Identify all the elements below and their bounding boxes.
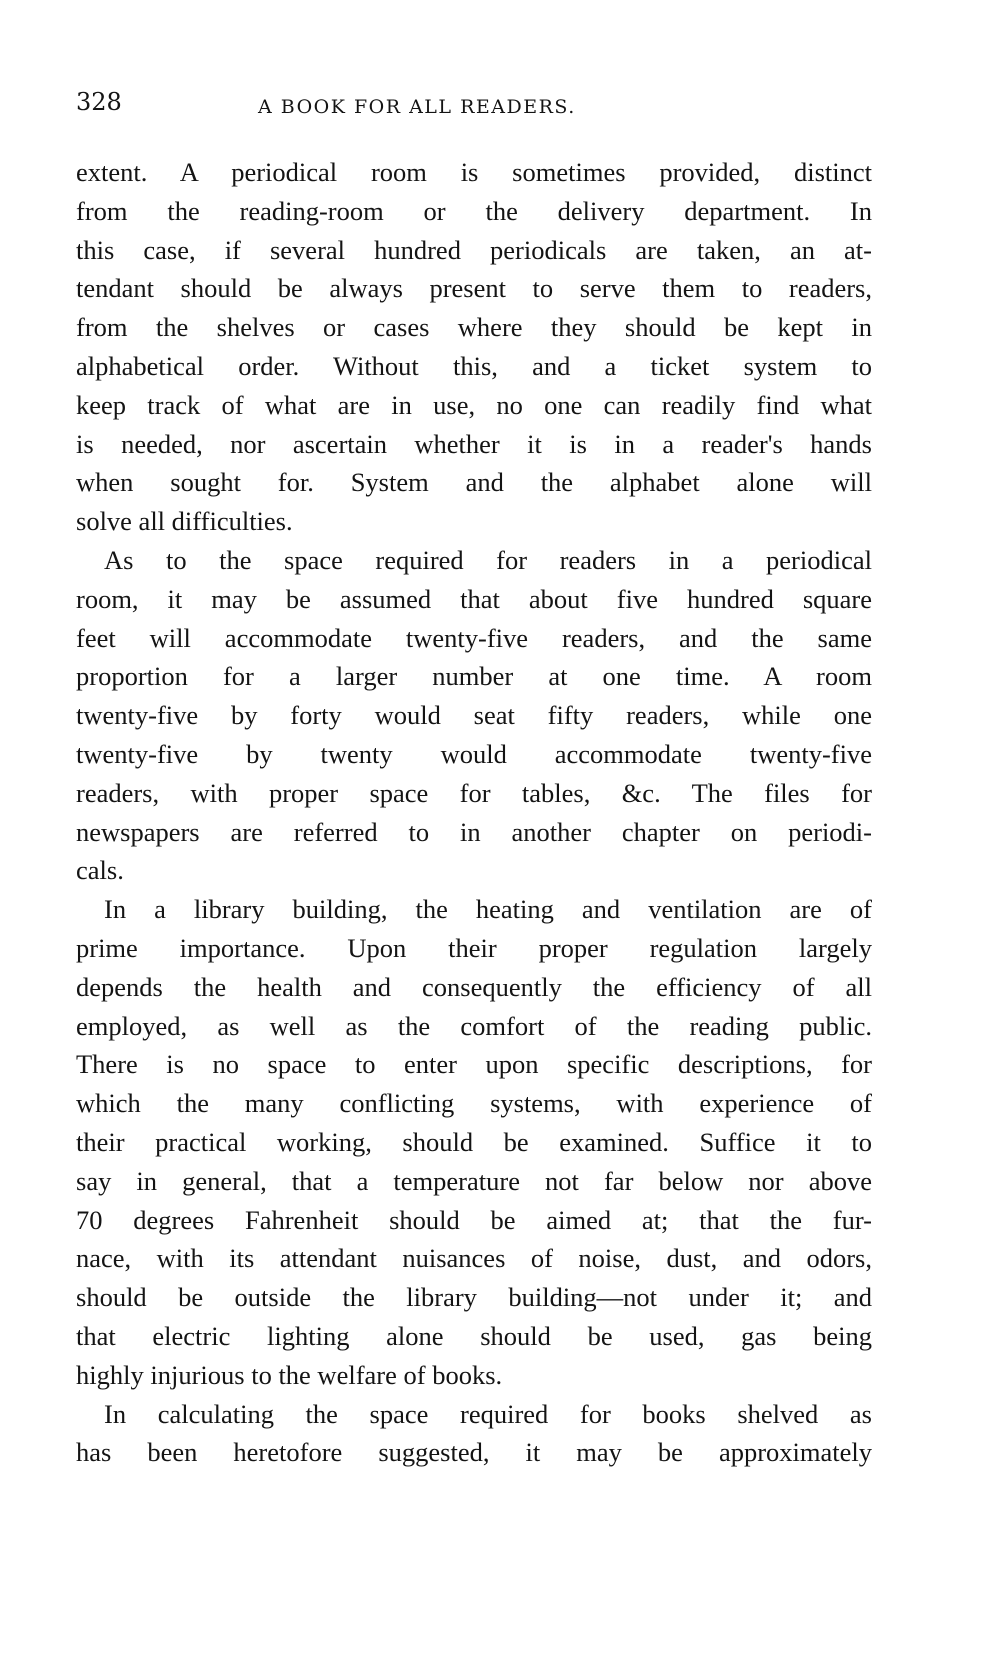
text-line: is needed, nor ascertain whether it is in a reader's hands [76, 428, 872, 459]
text-line: this case, if several hundred periodicals are taken, an at- [76, 234, 872, 265]
text-line: There is no space to enter upon specific descriptions, for [76, 1049, 872, 1080]
text-line: readers, with proper space for tables, &c. The files for [76, 777, 872, 808]
paragraph [76, 541, 872, 890]
paragraph [76, 890, 872, 1394]
text-line: newspapers are referred to in another chapter on periodi- [76, 816, 872, 847]
text-line: from the reading-room or the delivery department. In [76, 195, 872, 226]
text-line: twenty-five by twenty would accommodate twenty-five [76, 738, 872, 769]
text-line: keep track of what are in use, no one can readily find what [76, 389, 872, 420]
text-line: prime importance. Upon their proper regulation largely [76, 932, 872, 963]
text-line: depends the health and consequently the efficiency of all [76, 971, 872, 1002]
page-header [76, 88, 872, 128]
text-line: has been heretofore suggested, it may be approximately [76, 1437, 872, 1468]
body-text [76, 153, 872, 1472]
text-line: As to the space required for readers in a periodical [104, 544, 872, 575]
text-line: feet will accommodate twenty-five readers, and the same [76, 622, 872, 653]
text-line: twenty-five by forty would seat fifty readers, while one [76, 700, 872, 731]
text-line: 70 degrees Fahrenheit should be aimed at; that the fur- [76, 1204, 872, 1235]
text-line: proportion for a larger number at one time. A room [76, 661, 872, 692]
text-line: when sought for. System and the alphabet alone will [76, 467, 872, 498]
paragraph [76, 153, 872, 541]
text-line: extent. A periodical room is sometimes provided, distinct [76, 157, 872, 187]
text-line: that electric lighting alone should be used, gas being [76, 1320, 872, 1351]
text-line: nace, with its attendant nuisances of noise, dust, and odors, [76, 1243, 872, 1274]
text-line: should be outside the library building—not under it; and [76, 1282, 872, 1313]
text-line: alphabetical order. Without this, and a ticket system to [76, 350, 872, 381]
page-number: 328 [76, 88, 122, 116]
paragraph [76, 1395, 872, 1473]
text-line: In calculating the space required for books shelved as [104, 1398, 872, 1429]
text-line: which the many conflicting systems, with experience of [76, 1088, 872, 1119]
text-line: highly injurious to the welfare of books. [76, 1359, 503, 1390]
text-line: tendant should be always present to serve them to readers, [76, 273, 872, 304]
text-line: cals. [76, 855, 124, 886]
text-line: solve all difficulties. [76, 506, 293, 537]
text-line: their practical working, should be examined. Suffice it to [76, 1126, 872, 1157]
text-line: say in general, that a temperature not far below nor above [76, 1165, 872, 1196]
running-title: A BOOK FOR ALL READERS. [258, 96, 576, 118]
text-line: room, it may be assumed that about five hundred square [76, 583, 872, 614]
text-line: from the shelves or cases where they should be kept in [76, 312, 872, 343]
text-line: In a library building, the heating and ventilation are of [104, 894, 872, 925]
text-line: employed, as well as the comfort of the reading public. [76, 1010, 872, 1041]
